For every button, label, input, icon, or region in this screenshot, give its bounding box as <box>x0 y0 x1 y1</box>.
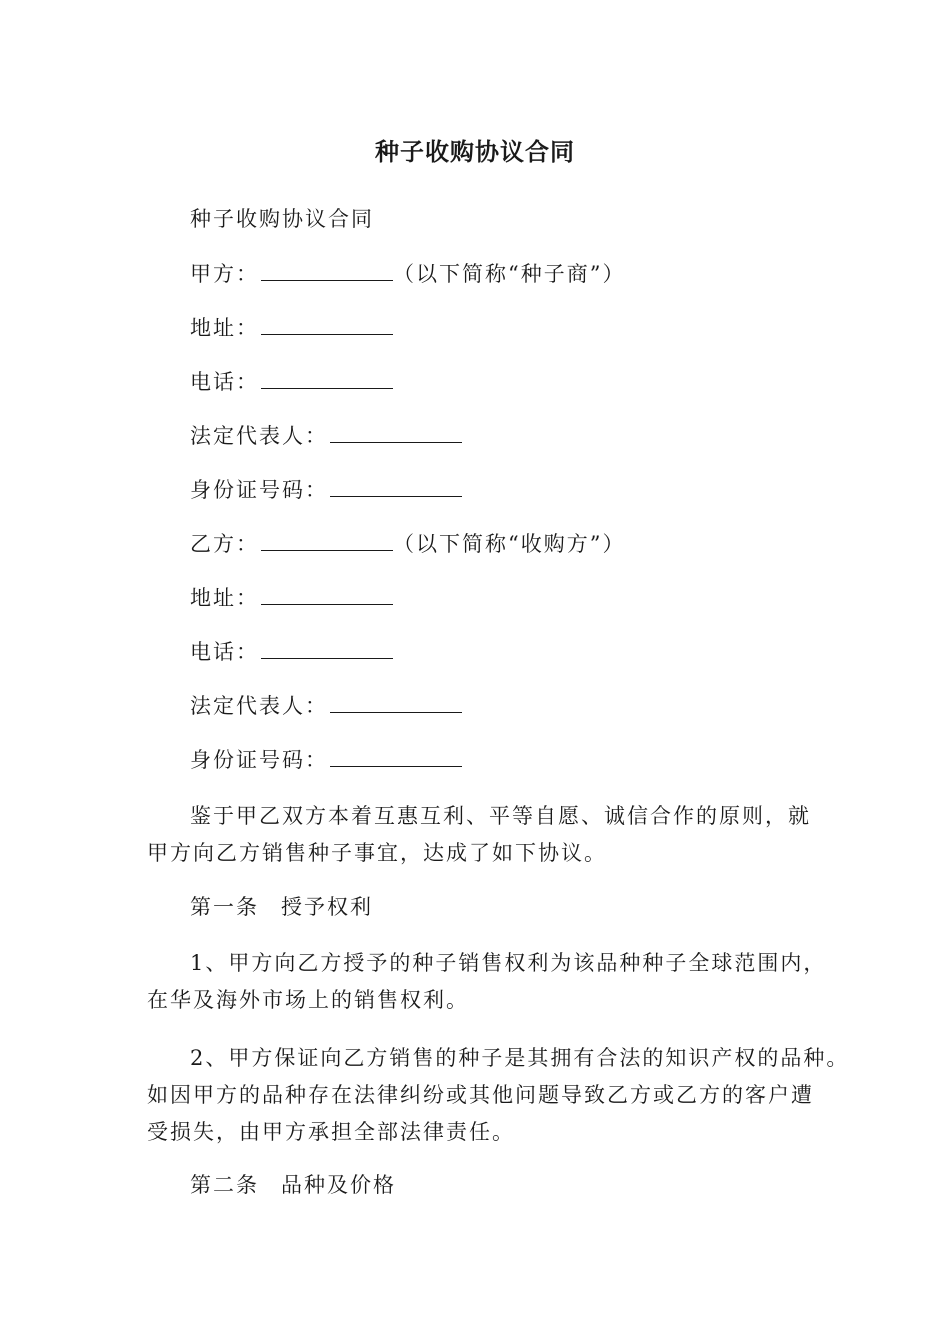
document-subtitle: 种子收购协议合同 <box>190 207 374 231</box>
party-a-phone-label: 电话： <box>190 370 259 394</box>
article-2-number: 第二条 <box>190 1173 259 1197</box>
preamble-line-1: 鉴于甲乙双方本着互惠互利、平等自愿、诚信合作的原则，就 <box>190 804 811 828</box>
party-a-note: （以下简称“种子商”） <box>393 262 626 286</box>
article-1-clause-2 <box>147 1040 850 1151</box>
article-1-clause-1 <box>147 945 837 1019</box>
article-2-heading <box>190 1170 396 1200</box>
party-b-address-blank[interactable] <box>261 582 393 605</box>
article-1-number: 第一条 <box>190 895 259 919</box>
party-b-phone-blank[interactable] <box>261 636 393 659</box>
party-b-rep-line <box>190 690 462 721</box>
party-b-line <box>190 528 625 559</box>
party-a-phone-line <box>190 366 393 397</box>
party-a-id-label: 身份证号码： <box>190 478 328 502</box>
party-b-address-label: 地址： <box>190 586 259 610</box>
clause-1-line-1: 1、甲方向乙方授予的种子销售权利为该品种种子全球范围内， <box>190 951 827 975</box>
clause-2-line-1: 2、甲方保证向乙方销售的种子是其拥有合法的知识产权的品种。 <box>190 1046 850 1070</box>
party-b-phone-label: 电话： <box>190 640 259 664</box>
party-a-rep-line <box>190 420 462 451</box>
party-b-rep-label: 法定代表人： <box>190 694 328 718</box>
party-b-phone-line <box>190 636 393 667</box>
party-a-rep-blank[interactable] <box>330 420 462 443</box>
document-title: 种子收购协议合同 <box>375 138 575 166</box>
party-b-id-blank[interactable] <box>330 744 462 767</box>
clause-1-line-2: 在华及海外市场上的销售权利。 <box>147 988 469 1012</box>
party-b-label: 乙方： <box>190 532 259 556</box>
party-b-id-line <box>190 744 462 775</box>
article-1-heading <box>190 892 373 922</box>
party-b-rep-blank[interactable] <box>330 690 462 713</box>
preamble-paragraph <box>147 798 837 872</box>
party-a-rep-label: 法定代表人： <box>190 424 328 448</box>
party-a-id-blank[interactable] <box>330 474 462 497</box>
party-a-phone-blank[interactable] <box>261 366 393 389</box>
party-a-address-line <box>190 312 393 343</box>
party-a-address-blank[interactable] <box>261 312 393 335</box>
party-a-address-label: 地址： <box>190 316 259 340</box>
party-b-name-blank[interactable] <box>261 528 393 551</box>
party-b-id-label: 身份证号码： <box>190 748 328 772</box>
clause-2-line-3: 受损失，由甲方承担全部法律责任。 <box>147 1120 515 1144</box>
party-b-note: （以下简称“收购方”） <box>393 532 626 556</box>
article-1-title: 授予权利 <box>281 895 373 919</box>
preamble-line-2: 甲方向乙方销售种子事宜，达成了如下协议。 <box>147 841 607 865</box>
party-b-address-line <box>190 582 393 613</box>
party-a-line <box>190 258 625 289</box>
party-a-label: 甲方： <box>190 262 259 286</box>
party-a-id-line <box>190 474 462 505</box>
clause-2-line-2: 如因甲方的品种存在法律纠纷或其他问题导致乙方或乙方的客户遭 <box>147 1083 814 1107</box>
article-2-title: 品种及价格 <box>281 1173 396 1197</box>
party-a-name-blank[interactable] <box>261 258 393 281</box>
